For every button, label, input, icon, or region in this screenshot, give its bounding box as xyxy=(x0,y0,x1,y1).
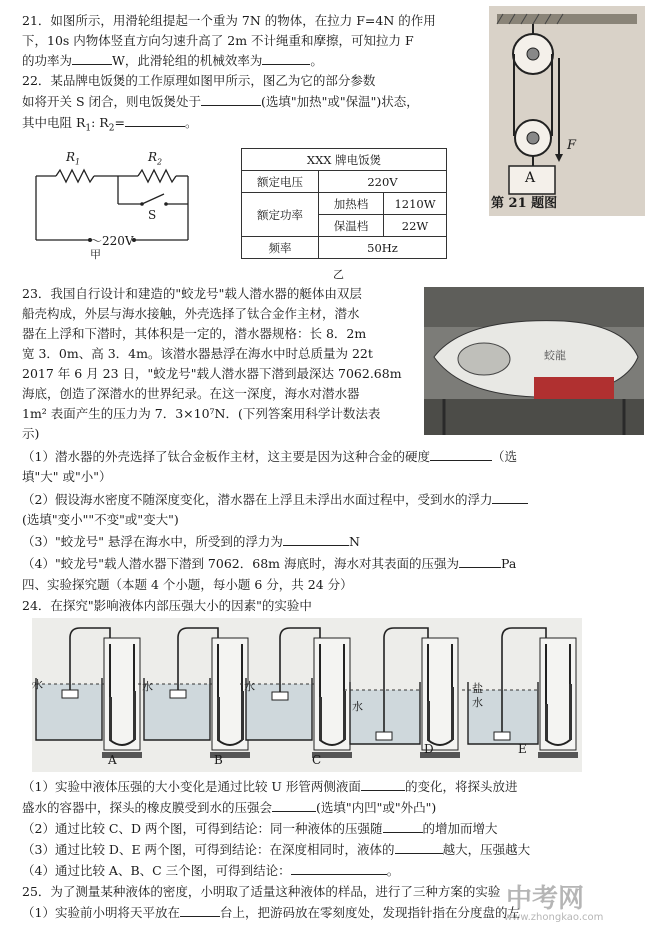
q23-line-8: 示) xyxy=(22,426,40,441)
liquid-left xyxy=(217,697,220,740)
liquid-right xyxy=(343,691,346,740)
q21-line-3 xyxy=(22,52,323,70)
watermark-logo: 中考网 xyxy=(506,884,585,914)
q21-text-b: W，此滑轮组的机械效率为 xyxy=(112,53,263,68)
q22-line-3: 其中电阻 $R_1$: $R_2=$ 。 xyxy=(22,115,198,134)
liquid-right xyxy=(133,691,136,740)
pulley-figure xyxy=(489,6,645,216)
object-a-label: A xyxy=(525,170,536,186)
answer-blank[interactable] xyxy=(272,799,316,812)
rated-power-label: 额定功率 xyxy=(242,193,319,237)
pulley-diagram xyxy=(489,6,645,216)
probe xyxy=(494,732,510,740)
q25-line-2: （1）实验前小明将天平放在 台上，把游码放在零刻度处，发现指针指在分度盘的左 xyxy=(22,905,520,920)
table-title: XXX 牌电饭煲 xyxy=(242,149,447,171)
r1-label: $R_1$ xyxy=(66,150,81,167)
spec-table-figure xyxy=(241,148,447,281)
liquid-left xyxy=(545,704,548,740)
submersible-name: 蛟龍 xyxy=(544,349,566,362)
section-4-heading: 四、实验探究题（本题 4 个小题，每小题 6 分，共 24 分） xyxy=(22,577,353,592)
rated-voltage-label: 额定电压 xyxy=(242,171,319,193)
q23-sub2-cont: (选填"变小""不变"或"变大") xyxy=(22,512,179,527)
fig-label-b: B xyxy=(214,753,223,767)
warm-label: 保温档 xyxy=(319,215,384,237)
answer-blank[interactable] xyxy=(262,52,310,65)
fig-label-e: E xyxy=(518,742,527,756)
q23-line-7: 1m² 表面产生的压力为 7．3×10⁷N．(下列答案用科学计数法表 xyxy=(22,406,381,421)
q21-line-1: 21．如图所示，用滑轮组提起一个重为 7N 的物体，在拉力 F=4N 的作用 xyxy=(22,13,436,28)
probe xyxy=(376,732,392,740)
q23-sub1: （1）潜水器的外壳选择了钛合金板作主材，这主要是因为这种合金的硬度 （选 xyxy=(22,449,517,464)
figure-21-caption: 第 21 题图 xyxy=(491,196,558,211)
answer-blank[interactable] xyxy=(283,533,349,546)
spec-table xyxy=(241,148,447,259)
experiment-diagram xyxy=(32,618,582,772)
q24-title: 24．在探究"影响液体内部压强大小的因素"的实验中 xyxy=(22,598,312,613)
water-label-d: 水 xyxy=(352,700,363,713)
switch-s-label: S xyxy=(148,208,157,222)
answer-blank[interactable] xyxy=(361,778,405,791)
probe xyxy=(170,690,186,698)
q24-sub1-cont: 盛水的容器中，探头的橡皮膜受到水的压强会 (选填"内凹"或"外凸") xyxy=(22,800,437,815)
submersible-photo xyxy=(424,287,644,435)
answer-blank[interactable] xyxy=(72,52,112,65)
voltage-label: ～220V xyxy=(90,234,134,248)
circuit-diagram xyxy=(30,148,205,260)
q23-sub2: （2）假设海水密度不随深度变化，潜水器在上浮且未浮出水面过程中，受到水的浮力 xyxy=(22,491,528,509)
force-f-label: F xyxy=(567,138,577,153)
table-caption: 乙 xyxy=(333,268,344,281)
pressure-experiment-figure xyxy=(32,618,582,772)
q21-line-2: 下，10s 内物体竖直方向匀速升高了 2m 不计绳重和摩擦，可知拉力 F xyxy=(22,33,414,48)
warm-value: 22W xyxy=(384,215,447,237)
q23-sub4: （4）"蛟龙号"载人潜水器下潜到 7062．68m 海底时，海水对其表面的压强为 Pa xyxy=(22,556,517,571)
answer-blank[interactable] xyxy=(383,820,423,833)
q21-text-a: 的功率为 xyxy=(22,53,73,68)
q23-sub3: （3）"蛟龙号" 悬浮在海水中，所受到的浮力为 N xyxy=(22,534,360,549)
q22-line-2: 如将开关 S 闭合，则电饭煲处于 (选填"加热"或"保温")状态， xyxy=(22,94,419,109)
q23-line-5: 2017 年 6 月 23 日，"蛟龙号"载人潜水器下潜到最深达 7062.68m xyxy=(22,366,402,381)
r2-label: $R_2$ xyxy=(148,150,163,167)
fig-label-a: A xyxy=(108,753,117,767)
q23-line-2: 船壳构成，外层与海水接触，外壳选择了钛合金作主材，潜水 xyxy=(22,306,360,321)
answer-blank[interactable] xyxy=(201,93,261,106)
q25-line-1: 25．为了测量某种液体的密度，小明取了适量这种液体的样品，进行了三种方案的实验 xyxy=(22,884,501,899)
water-label-b: 水 xyxy=(142,680,153,693)
q21-text-c: 。 xyxy=(310,53,323,68)
rated-voltage-value: 220V xyxy=(319,171,447,193)
q23-line-4: 宽 3．0m、高 3．4m。该潜水器悬浮在海水中时总质量为 22t xyxy=(22,346,373,361)
salt-water-label-top: 盐 xyxy=(472,682,483,695)
liquid-right xyxy=(451,687,454,740)
freq-label: 频率 xyxy=(242,237,319,259)
freq-value: 50Hz xyxy=(319,237,447,259)
q23-line-3: 器在上浮和下潜时，其体积是一定的，潜水器规格：长 8．2m xyxy=(22,326,367,341)
answer-blank[interactable] xyxy=(430,448,492,461)
liquid-right xyxy=(241,691,244,740)
heat-value: 1210W xyxy=(384,193,447,215)
salt-water-label-bottom: 水 xyxy=(472,696,483,709)
answer-blank[interactable] xyxy=(291,862,387,875)
q23-line-1: 23．我国自行设计和建造的"蛟龙号"载人潜水器的艇体由双层 xyxy=(22,286,362,301)
submersible-image xyxy=(424,287,644,435)
q24-sub4: （4）通过比较 A、B、C 三个图，可得到结论： 。 xyxy=(22,863,400,878)
answer-blank[interactable] xyxy=(180,904,220,917)
water-label-c: 水 xyxy=(244,680,255,693)
q24-sub2: （2）通过比较 C、D 两个图，可得到结论：同一种液体的压强随 的增加而增大 xyxy=(22,821,498,836)
fig-label-d: D xyxy=(424,742,434,756)
liquid-left xyxy=(109,697,112,740)
q23-sub1-cont: 填"大" 或"小"） xyxy=(22,469,112,484)
probe xyxy=(62,690,78,698)
answer-blank[interactable] xyxy=(459,555,501,568)
probe xyxy=(272,692,288,700)
answer-blank[interactable] xyxy=(395,841,443,854)
liquid-left xyxy=(427,701,430,740)
manometer-base xyxy=(538,752,578,758)
circuit-caption: 甲 xyxy=(90,248,101,261)
watermark-url: www.zhongkao.com xyxy=(504,912,604,923)
heat-label: 加热档 xyxy=(319,193,384,215)
q24-sub3: （3）通过比较 D、E 两个图，可得到结论：在深度相同时，液体的 越大，压强越大 xyxy=(22,842,531,857)
answer-blank[interactable] xyxy=(125,114,185,127)
water-label-a: 水 xyxy=(32,678,43,691)
q22-line-1: 22．某品牌电饭煲的工作原理如图甲所示，图乙为它的部分参数 xyxy=(22,73,376,88)
liquid-left xyxy=(319,697,322,740)
q23-line-6: 海底，创造了深潜水的世界纪录。在这一深度，海水对潜水器 xyxy=(22,386,360,401)
q24-sub1: （1）实验中液体压强的大小变化是通过比较 U 形管两侧液面 的变化，将探头放进 xyxy=(22,779,518,794)
answer-blank[interactable] xyxy=(492,491,528,504)
fig-label-c: C xyxy=(312,753,322,767)
liquid-right xyxy=(569,684,572,740)
